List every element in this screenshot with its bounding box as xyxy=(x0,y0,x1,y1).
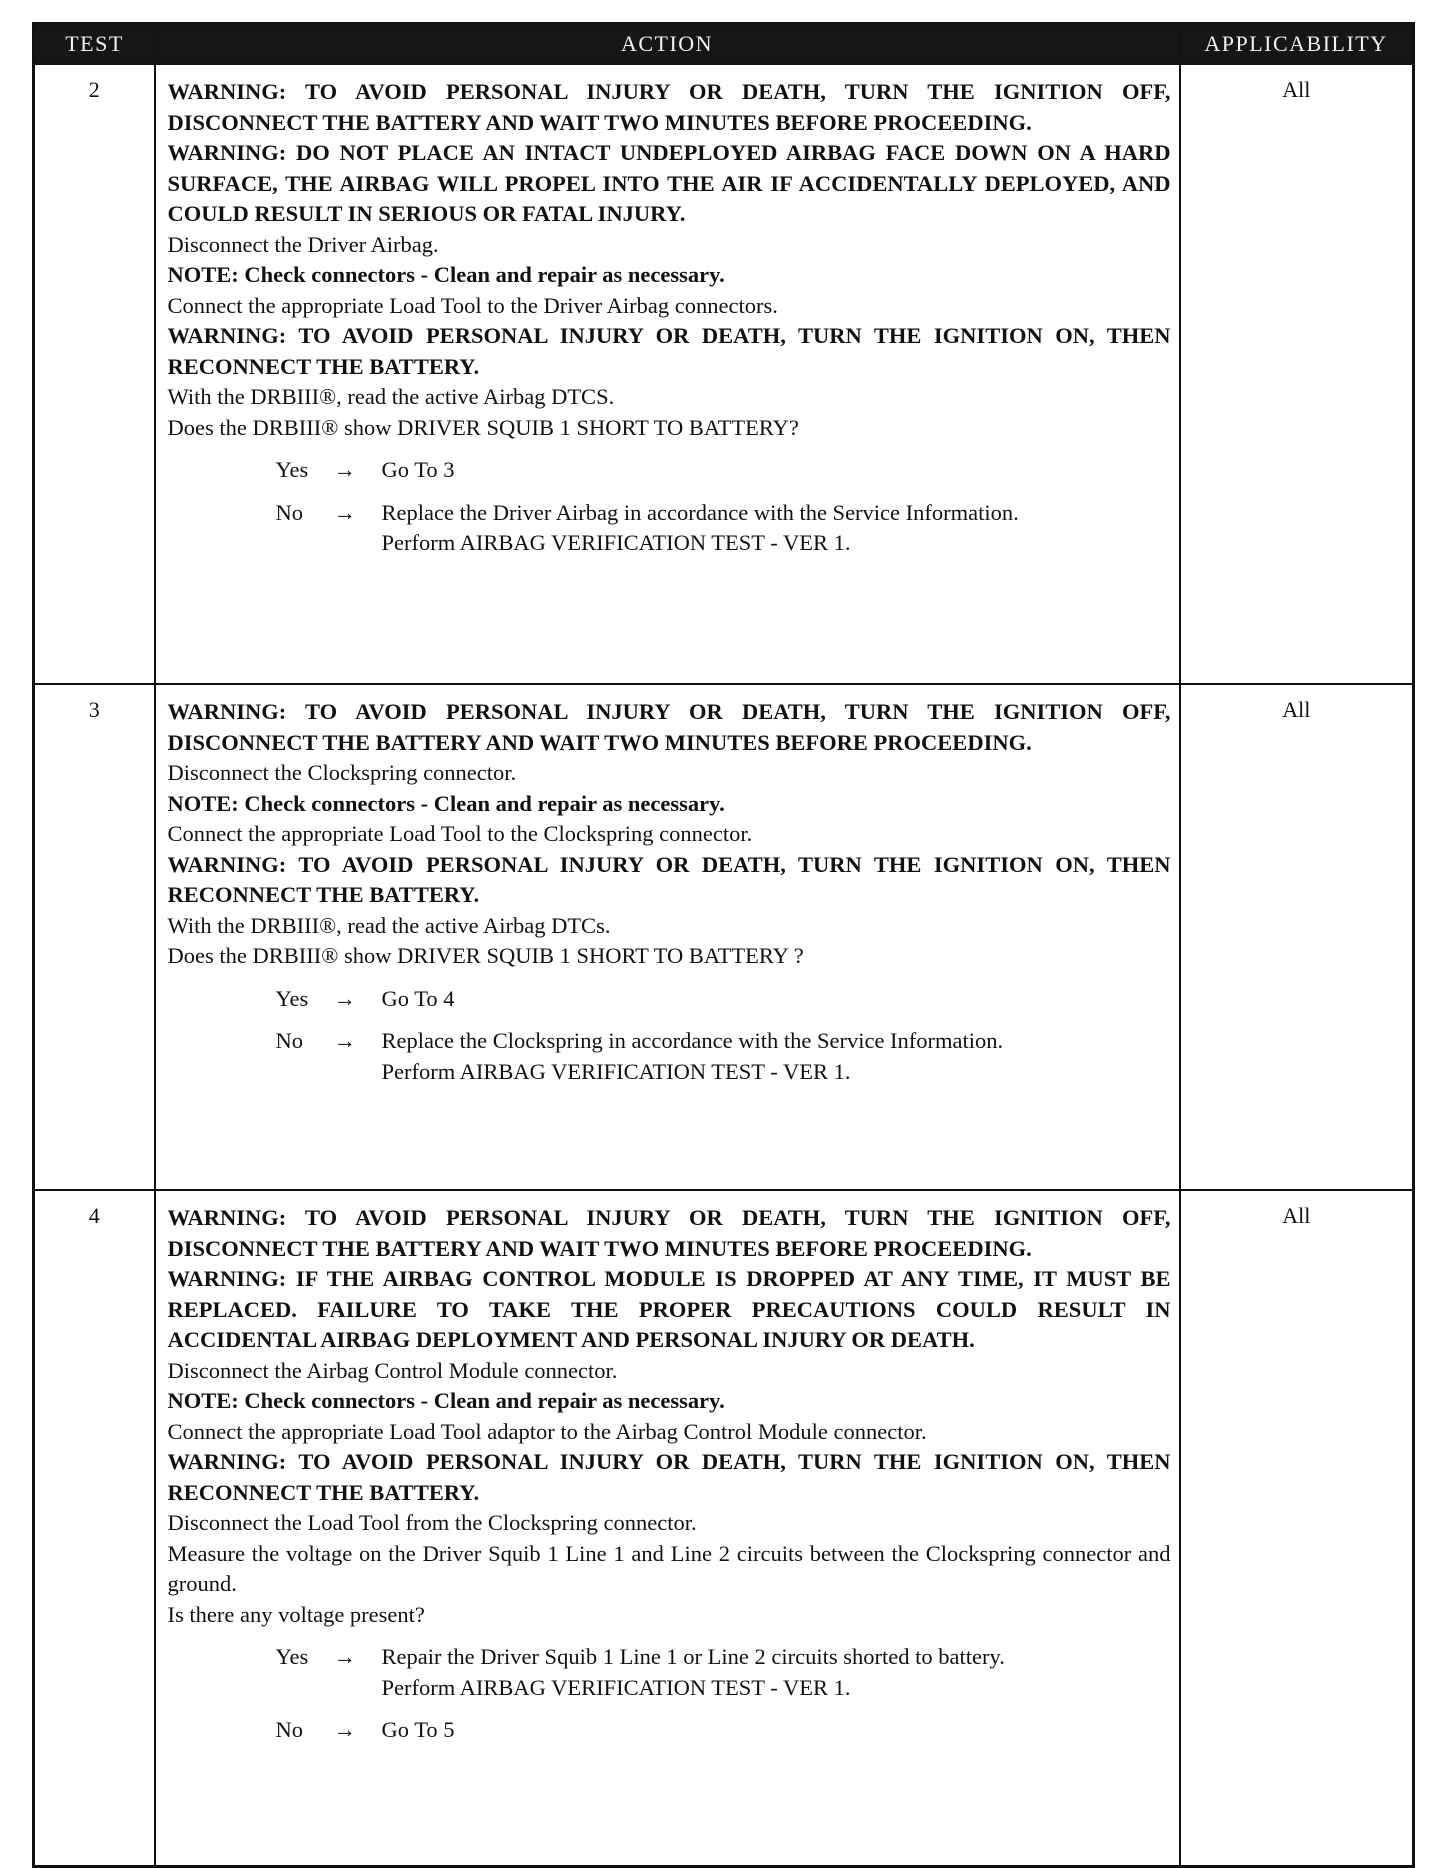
question-text: Is there any voltage present? xyxy=(167,1601,425,1627)
yes-result xyxy=(382,984,1171,1015)
choices xyxy=(168,984,1171,1088)
yes-label: Yes xyxy=(275,457,309,482)
step-text: Connect the appropriate Load Tool adaptor to the Airbag Control Module connector. xyxy=(167,1418,927,1444)
header-action: ACTION xyxy=(155,24,1180,65)
choices xyxy=(168,455,1171,559)
arrow-icon: → xyxy=(333,985,356,1011)
yes-result-line: Repair the Driver Squib 1 Line 1 or Line 2 circuits shorted to battery. xyxy=(381,1644,1005,1669)
yes-choice xyxy=(168,984,1171,1015)
step-text: Connect the appropriate Load Tool to the Driver Airbag connectors. xyxy=(167,292,778,318)
table-header-row xyxy=(34,24,1414,65)
arrow-icon: → xyxy=(333,457,356,482)
yes-result-line: Perform AIRBAG VERIFICATION TEST - VER 1. xyxy=(381,1674,851,1700)
choices xyxy=(168,1642,1171,1746)
question-text: Does the DRBIII® show DRIVER SQUIB 1 SHORT TO BATTERY ? xyxy=(167,943,804,968)
yes-result xyxy=(382,1642,1171,1703)
no-result-line: Perform AIRBAG VERIFICATION TEST - VER 1. xyxy=(381,1058,851,1084)
no-result-line: Go To 5 xyxy=(381,1717,455,1742)
warning-text: WARNING: IF THE AIRBAG CONTROL MODULE IS DROPPED AT ANY TIME, IT MUST BE REPLACED. FAILURE TO TAKE THE PROPER PRECAUTIONS COULD RESULT IN ACCIDENTAL AIRBAG DEPLOYMENT AND PERSONAL INJURY OR DEATH. xyxy=(167,1266,1171,1352)
warning-text: WARNING: TO AVOID PERSONAL INJURY OR DEATH, TURN THE IGNITION ON, THEN RECONNECT THE BATTERY. xyxy=(167,851,1171,907)
no-result xyxy=(382,1026,1171,1087)
yes-result-line: Go To 3 xyxy=(381,457,455,482)
action-cell xyxy=(155,684,1180,1190)
diagnostic-test-page xyxy=(32,22,1412,1808)
note-text: NOTE: Check connectors - Clean and repair as necessary. xyxy=(167,1388,725,1413)
warning-text: WARNING: TO AVOID PERSONAL INJURY OR DEATH, TURN THE IGNITION OFF, DISCONNECT THE BATTERY AND WAIT TWO MINUTES BEFORE PROCEEDING. xyxy=(167,1205,1171,1261)
yes-choice xyxy=(168,1642,1171,1703)
step-text: Disconnect the Airbag Control Module connector. xyxy=(167,1357,618,1383)
applicability-value: All xyxy=(1180,1190,1414,1867)
applicability-value: All xyxy=(1180,684,1414,1190)
test-number: 4 xyxy=(34,1190,155,1867)
applicability-value: All xyxy=(1180,64,1414,684)
warning-text: WARNING: TO AVOID PERSONAL INJURY OR DEATH, TURN THE IGNITION ON, THEN RECONNECT THE BATTERY. xyxy=(167,323,1171,379)
arrow-icon: → xyxy=(333,499,356,525)
header-test: TEST xyxy=(34,24,155,65)
header-applicability: APPLICABILITY xyxy=(1180,24,1414,65)
no-choice xyxy=(168,1715,1171,1746)
step-text: Connect the appropriate Load Tool to the Clockspring connector. xyxy=(167,821,753,846)
arrow-icon: → xyxy=(333,1644,356,1669)
no-result-line: Replace the Driver Airbag in accordance with the Service Information. xyxy=(381,499,1019,525)
action-cell xyxy=(155,64,1180,684)
no-label: No xyxy=(275,1028,303,1053)
diagnostic-test-table xyxy=(32,22,1415,1868)
step-text: With the DRBIII®, read the active Airbag DTCS. xyxy=(167,384,615,409)
test-number: 3 xyxy=(34,684,155,1190)
question-text: Does the DRBIII® show DRIVER SQUIB 1 SHORT TO BATTERY? xyxy=(167,414,799,440)
no-result xyxy=(382,1715,1171,1746)
yes-choice xyxy=(168,455,1171,486)
no-result xyxy=(382,498,1171,559)
no-choice xyxy=(168,1026,1171,1087)
table-row xyxy=(34,684,1414,1190)
yes-label: Yes xyxy=(275,985,309,1011)
step-text: Disconnect the Clockspring connector. xyxy=(167,760,517,785)
note-text: NOTE: Check connectors - Clean and repair as necessary. xyxy=(167,790,725,816)
yes-result xyxy=(382,455,1171,486)
warning-text: WARNING: TO AVOID PERSONAL INJURY OR DEATH, TURN THE IGNITION OFF, DISCONNECT THE BATTERY AND WAIT TWO MINUTES BEFORE PROCEEDING. xyxy=(167,79,1171,135)
no-label: No xyxy=(275,499,303,525)
arrow-icon: → xyxy=(333,1717,356,1742)
arrow-icon: → xyxy=(333,1028,356,1053)
warning-text: WARNING: TO AVOID PERSONAL INJURY OR DEATH, TURN THE IGNITION OFF, DISCONNECT THE BATTERY AND WAIT TWO MINUTES BEFORE PROCEEDING. xyxy=(167,699,1171,755)
test-number: 2 xyxy=(34,64,155,684)
no-choice xyxy=(168,498,1171,559)
action-cell xyxy=(155,1190,1180,1867)
warning-text: WARNING: TO AVOID PERSONAL INJURY OR DEATH, TURN THE IGNITION ON, THEN RECONNECT THE BATTERY. xyxy=(167,1449,1171,1505)
yes-result-line: Go To 4 xyxy=(381,985,455,1011)
yes-label: Yes xyxy=(275,1644,309,1669)
step-text: Disconnect the Load Tool from the Clockspring connector. xyxy=(167,1510,697,1535)
table-row xyxy=(34,64,1414,684)
step-text: Disconnect the Driver Airbag. xyxy=(167,231,439,257)
note-text: NOTE: Check connectors - Clean and repair as necessary. xyxy=(167,262,725,287)
no-result-line: Perform AIRBAG VERIFICATION TEST - VER 1. xyxy=(381,530,851,555)
no-label: No xyxy=(275,1717,303,1742)
no-result-line: Replace the Clockspring in accordance with the Service Information. xyxy=(381,1028,1004,1053)
step-text: With the DRBIII®, read the active Airbag DTCs. xyxy=(167,912,611,938)
table-row xyxy=(34,1190,1414,1867)
warning-text: WARNING: DO NOT PLACE AN INTACT UNDEPLOYED AIRBAG FACE DOWN ON A HARD SURFACE, THE AIRBAG WILL PROPEL INTO THE AIR IF ACCIDENTALLY DEPLOYED, AND COULD RESULT IN SERIOUS OR FATAL INJURY. xyxy=(167,140,1171,226)
step-text: Measure the voltage on the Driver Squib 1 Line 1 and Line 2 circuits between the Clockspring connector and ground. xyxy=(167,1540,1171,1596)
